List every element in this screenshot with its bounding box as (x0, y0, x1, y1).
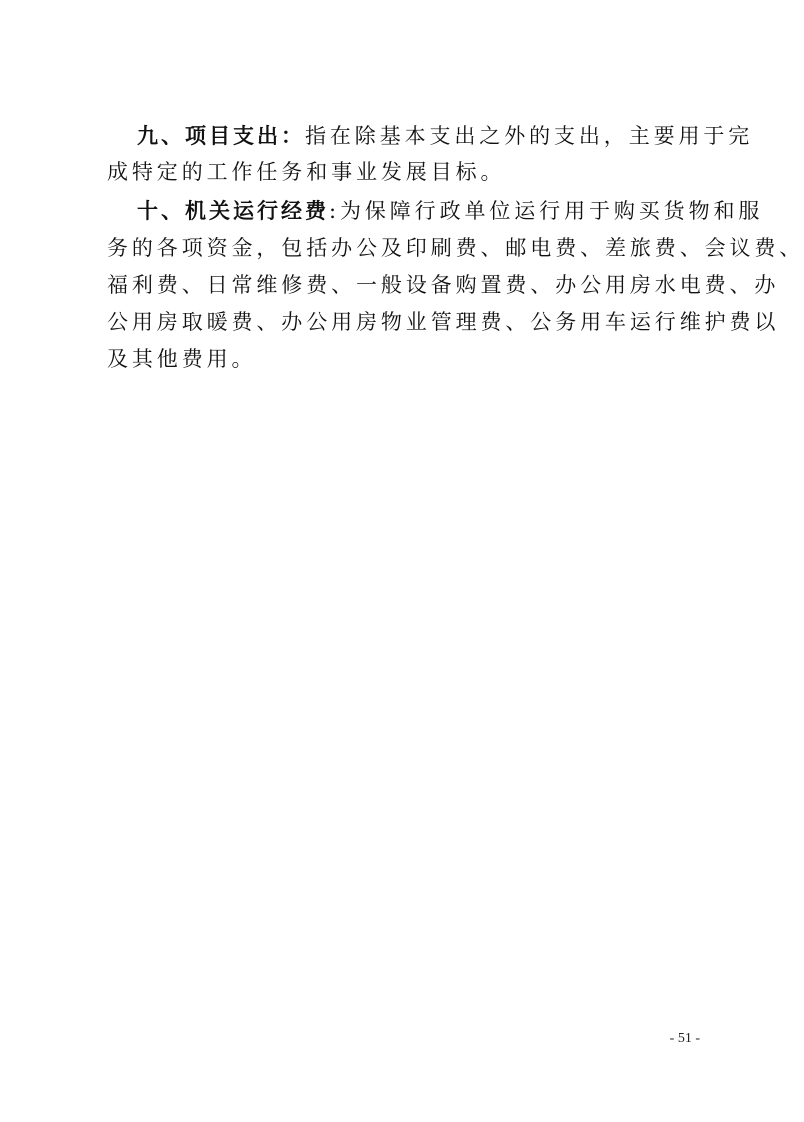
section-10-term: 十、机关运行经费 (137, 198, 329, 223)
section-10-line-1 (137, 197, 764, 225)
section-10-text-2: 务的各项资金，包括办公及印刷费、邮电费、差旅费、会议费、 (107, 236, 804, 260)
section-10-line-3 (107, 271, 780, 299)
section-10-line-4 (107, 308, 780, 336)
section-9-text-2: 成特定的工作任务和事业发展目标。 (107, 160, 506, 184)
section-9-line-1 (137, 122, 754, 150)
section-10-line-5 (107, 345, 692, 373)
section-10-text-5: 及其他费用。 (107, 347, 257, 371)
section-9-term: 九、项目支出： (137, 123, 305, 148)
section-10-text-4: 公用房取暖费、办公用房物业管理费、公务用车运行维护费以 (107, 310, 780, 334)
section-9-line-2 (107, 158, 692, 186)
section-10-line-2 (107, 234, 804, 262)
page-number: - 51 - (669, 1031, 700, 1046)
section-10-text-1: :为保障行政单位运行用于购买货物和服 (329, 199, 764, 223)
section-9-text-1: 指在除基本支出之外的支出，主要用于完 (305, 124, 754, 148)
section-10-text-3: 福利费、日常维修费、一般设备购置费、办公用房水电费、办 (107, 273, 780, 297)
